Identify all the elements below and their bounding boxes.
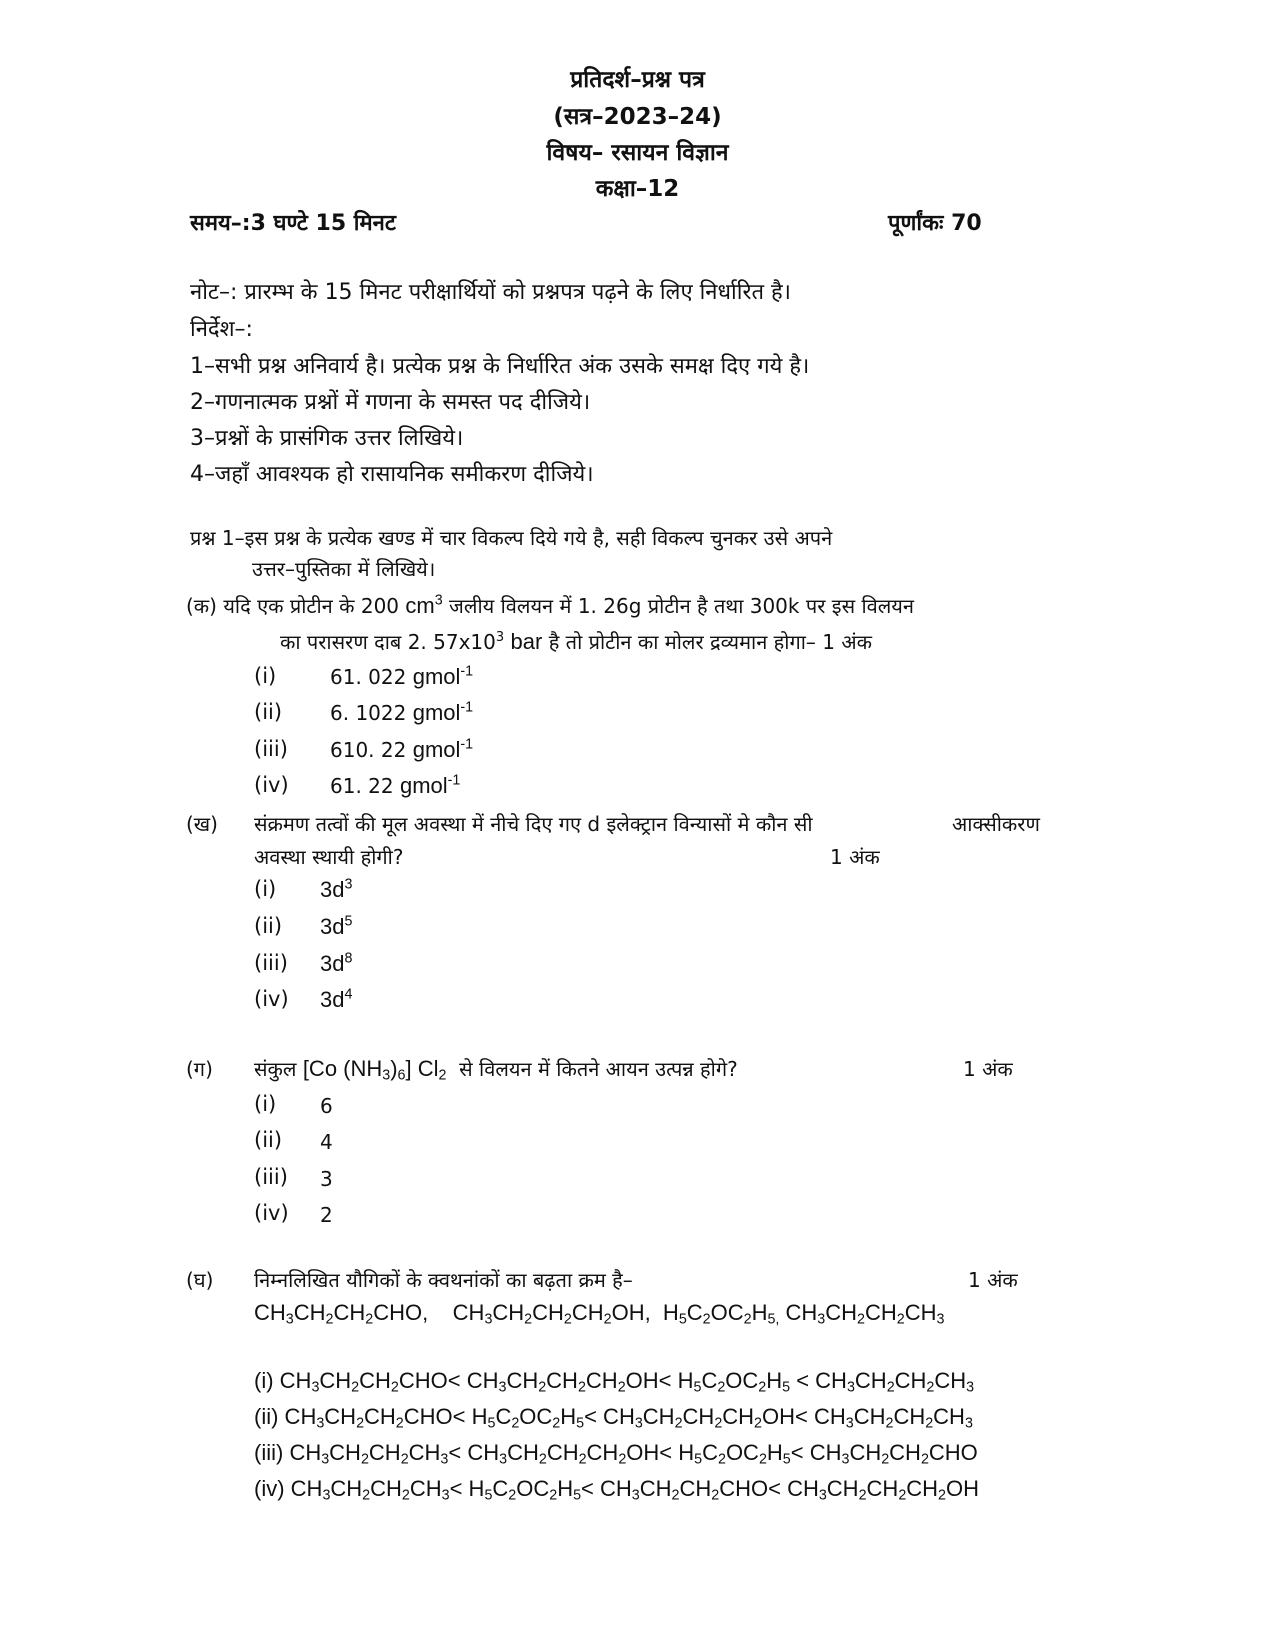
q1-ka-line1 bbox=[186, 592, 914, 619]
instructions-heading: निर्देश–: bbox=[190, 317, 253, 342]
option-num: (ii) bbox=[254, 700, 283, 724]
option-order: (ii) $CH_3CH_2CH_2CHO< H_5C_2OC_2H_5< CH_3CH_2CH_2CH_2OH< CH_3CH_2CH_2CH_3$ bbox=[254, 1404, 973, 1432]
part-label: (ग) bbox=[186, 1057, 213, 1081]
question-text: संक्रमण तत्वों की मूल अवस्था में नीचे दिए गए d इलेक्ट्रान विन्यासों मे कौन सी bbox=[254, 812, 813, 836]
option-num: (i) bbox=[254, 877, 277, 901]
option-order: (i) $CH_3CH_2CH_2CHO< CH_3CH_2CH_2CH_2OH< H_5C_2OC_2H_5 < CH_3CH_2CH_2CH_3$ bbox=[254, 1368, 975, 1396]
complex-formula: [Co $(NH_3)_6$] $Cl_2$ bbox=[302, 1056, 447, 1084]
subject: विषय– रसायन विज्ञान bbox=[546, 140, 729, 166]
class-label: कक्षा–12 bbox=[595, 176, 680, 202]
option-order: (iii) $CH_3CH_2CH_2CH_3< CH_3CH_2CH_2CH_2OH< H_5C_2OC_2H_5< CH_3CH_2CH_2CHO$ bbox=[254, 1440, 978, 1468]
option-order: (iv) $CH_3CH_2CH_2CH_3< H_5C_2OC_2H_5< CH_3CH_2CH_2CHO< CH_3CH_2CH_2CH_2OH$ bbox=[254, 1476, 979, 1504]
question-text: आक्सीकरण bbox=[952, 812, 1040, 836]
part-label: (घ) bbox=[186, 1268, 214, 1292]
option-value: $3d^4$ bbox=[320, 986, 353, 1012]
q1-intro: प्रश्न 1–इस प्रश्न के प्रत्येक खण्ड में चार विकल्प दिये गये है, सही विकल्प चुनकर उसे अपने bbox=[190, 526, 833, 550]
unit-bar: bar bbox=[510, 629, 543, 654]
marks: 1 अंक bbox=[968, 1268, 1018, 1292]
question-text: जलीय विलयन में 1. 26g प्रोटीन है तथा 300k पर इस विलयन bbox=[449, 594, 915, 618]
option-value: 610. 22 gmol$^{-1}$ bbox=[330, 736, 474, 762]
option-num: (i) bbox=[254, 1092, 277, 1116]
option-num: (iv) bbox=[254, 1201, 289, 1225]
option-value: 6. 1022 gmol$^{-1}$ bbox=[330, 699, 474, 725]
option-num: (ii) bbox=[254, 914, 283, 938]
option-num: (ii) bbox=[254, 1128, 283, 1152]
option-value: 4 bbox=[320, 1130, 333, 1154]
q1-ka-line2 bbox=[280, 628, 872, 655]
option-num: (i) bbox=[254, 664, 277, 688]
option-num: (iii) bbox=[254, 951, 288, 975]
note-text: नोट–: प्रारम्भ के 15 मिनट परीक्षार्थियों को प्रश्नपत्र पढ़ने के लिए निर्धारित है। bbox=[190, 280, 791, 305]
question-text: अवस्था स्थायी होगी? bbox=[254, 845, 404, 869]
question-text: यदि एक प्रोटीन के 200 bbox=[223, 594, 400, 618]
marks: 1 अंक bbox=[830, 845, 880, 869]
compound-list: $CH_3CH_2CH_2CHO$, $CH_3CH_2CH_2CH_2OH$, $H_5C_2OC_2H_{5,}$ $CH_3CH_2CH_2CH_3$ bbox=[254, 1300, 945, 1328]
question-text: है तो प्रोटीन का मोलर द्रव्यमान होगा– 1 अंक bbox=[548, 630, 872, 654]
marks: 1 अंक bbox=[963, 1057, 1013, 1081]
option-value: 3 bbox=[320, 1167, 333, 1191]
question-text: का परासरण दाब 2. $57x10^3$ bbox=[280, 630, 505, 654]
option-value: 2 bbox=[320, 1203, 333, 1227]
option-num: (iii) bbox=[254, 737, 288, 761]
option-value: 61. 022 gmol$^{-1}$ bbox=[330, 663, 474, 689]
instruction-item: 1–सभी प्रश्न अनिवार्य है। प्रत्येक प्रश्न के निर्धारित अंक उसके समक्ष दिए गये है। bbox=[190, 354, 810, 379]
max-marks: पूर्णांकः 70 bbox=[888, 211, 982, 236]
option-value: $3d^3$ bbox=[320, 876, 353, 902]
question-text: निम्नलिखित यौगिकों के क्वथनांकों का बढ़ता क्रम है– bbox=[254, 1268, 633, 1292]
part-label: (ख) bbox=[186, 812, 218, 836]
option-value: 6 bbox=[320, 1094, 333, 1118]
option-num: (iv) bbox=[254, 773, 289, 797]
option-value: 61. 22 gmol$^{-1}$ bbox=[330, 772, 461, 798]
unit-cm: $cm^3$ bbox=[405, 592, 443, 618]
option-value: $3d^8$ bbox=[320, 950, 353, 976]
option-num: (iv) bbox=[254, 987, 289, 1011]
question-text: संकुल [Co $(NH_3)_6$] $Cl_2$ से विलयन में कितने आयन उत्पन्न होगे? bbox=[254, 1056, 738, 1084]
paper-title: प्रतिदर्श–प्रश्न पत्र bbox=[570, 67, 705, 93]
instruction-item: 4–जहाँ आवश्यक हो रासायनिक समीकरण दीजिये। bbox=[190, 462, 594, 487]
q1-intro-cont: उत्तर–पुस्तिका में लिखिये। bbox=[252, 557, 436, 581]
instruction-item: 2–गणनात्मक प्रश्नों में गणना के समस्त पद दीजिये। bbox=[190, 390, 591, 415]
instruction-item: 3–प्रश्नों के प्रासंगिक उत्तर लिखिये। bbox=[190, 426, 464, 451]
time-allowed: समय–:3 घण्टे 15 मिनट bbox=[190, 211, 396, 236]
session: (सत्र–2023–24) bbox=[553, 104, 722, 130]
option-num: (iii) bbox=[254, 1165, 288, 1189]
option-value: $3d^5$ bbox=[320, 913, 353, 939]
part-label: (क) bbox=[186, 594, 217, 618]
